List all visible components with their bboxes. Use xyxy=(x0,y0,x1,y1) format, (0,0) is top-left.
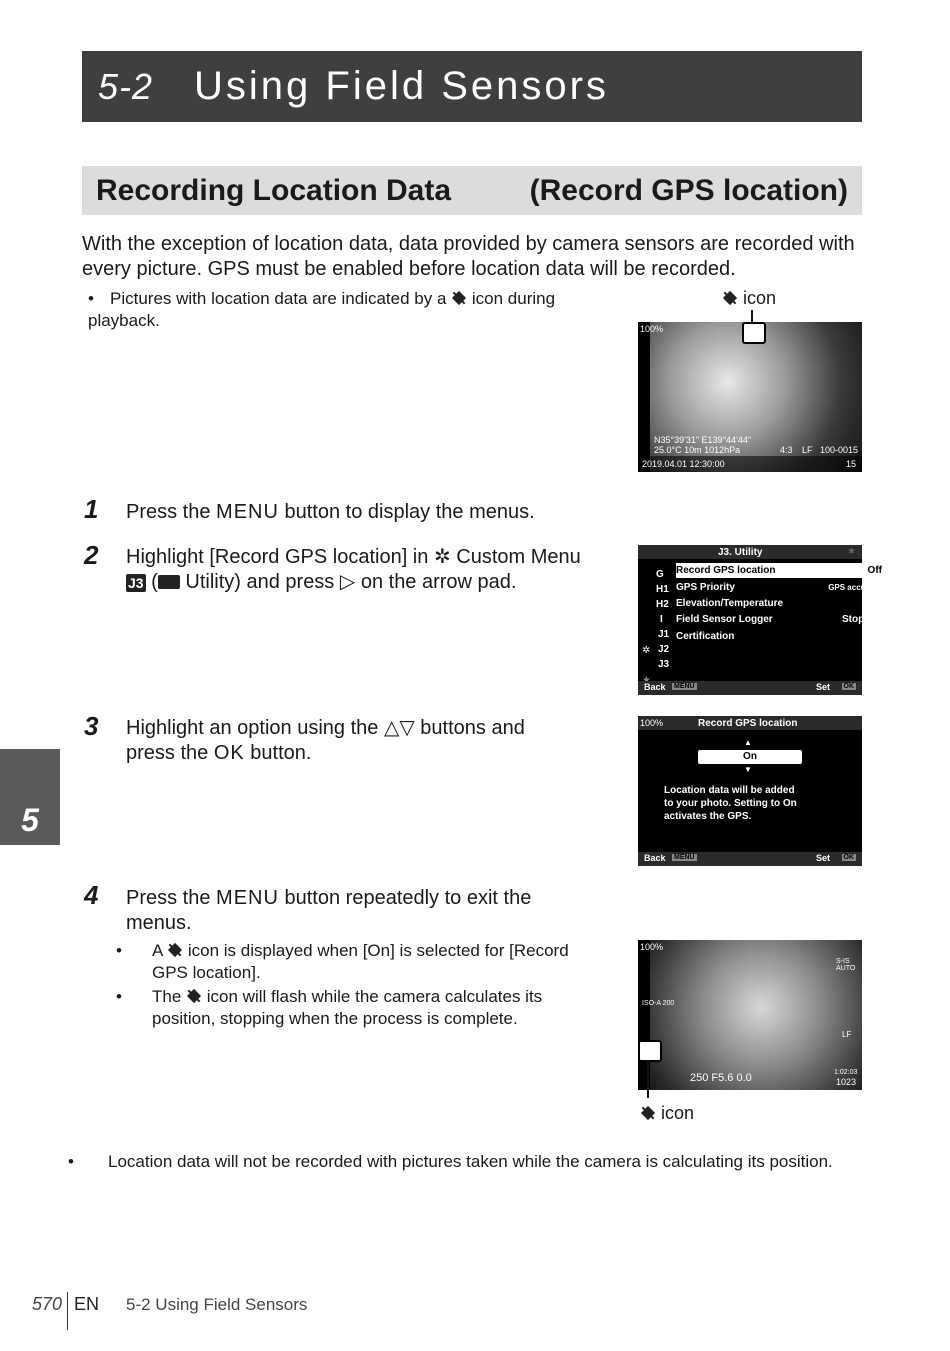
step-3-text xyxy=(126,716,616,766)
stabilizer-mode: S-IS AUTO xyxy=(836,958,856,972)
step-number: 4 xyxy=(84,880,99,910)
menu-tab[interactable]: J1 xyxy=(658,629,670,640)
frame-count: 15 xyxy=(846,459,857,469)
arrow-down-icon: ▼ xyxy=(744,765,752,774)
battery-indicator: 100% xyxy=(640,942,664,952)
footer-divider xyxy=(67,1292,68,1330)
iso-readout: ISO-A 200 xyxy=(642,1000,675,1007)
menu-item-value: Off xyxy=(867,565,882,576)
menu-item-elevation[interactable] xyxy=(676,596,886,611)
arrow-up-down-icon: △▽ xyxy=(383,717,415,739)
gps-icon xyxy=(638,1040,662,1062)
subsection-title-left: Recording Location Data xyxy=(96,173,452,207)
datetime: 2019.04.01 12:30:00 xyxy=(642,459,725,469)
section-header xyxy=(82,51,862,122)
menu-item-gps-priority[interactable] xyxy=(676,580,886,595)
step-text-part: Custom Menu xyxy=(456,546,581,568)
menu-footer xyxy=(638,681,862,695)
description-line: Location data will be added xyxy=(664,785,795,796)
bottom-icon-callout xyxy=(640,1103,694,1124)
step-4-text xyxy=(126,886,616,936)
step-text-part: menus. xyxy=(126,912,192,934)
shots-remaining: 1023 xyxy=(836,1077,857,1087)
bullet-text: icon is displayed when [On] is selected for [Record xyxy=(187,941,569,960)
set-label[interactable]: Set xyxy=(815,853,830,863)
step-text-part: Highlight [Record GPS location] in xyxy=(126,546,429,568)
open-paren: ( xyxy=(151,571,158,593)
gps-icon xyxy=(186,988,202,1004)
step-text-part: press the xyxy=(126,742,209,764)
battery-indicator: 100% xyxy=(640,324,664,334)
option-footer xyxy=(638,852,862,866)
gps-icon xyxy=(167,942,183,958)
ok-key: OK xyxy=(213,742,245,764)
recording-time: 1:02:03 xyxy=(834,1069,858,1076)
image-quality: LF xyxy=(842,1030,852,1039)
menu-item-label: Record GPS location xyxy=(676,565,776,576)
section-number: 5-2 xyxy=(98,65,154,107)
language-code: EN xyxy=(74,1294,100,1314)
subsection-title-right: (Record GPS location) xyxy=(529,173,848,207)
star-icon: ★ xyxy=(847,546,856,557)
step-4-bullets xyxy=(116,940,614,1030)
gps-icon xyxy=(640,1105,656,1121)
back-label[interactable]: Back xyxy=(644,853,666,863)
bullet-text: icon will flash while the camera calculates its xyxy=(206,987,543,1006)
menu-item-label: Field Sensor Logger xyxy=(676,614,773,625)
menu-tab[interactable]: J2 xyxy=(658,644,670,655)
gps-icon xyxy=(722,290,738,306)
step-number: 1 xyxy=(84,494,99,524)
menu-item-logger[interactable] xyxy=(676,612,886,627)
bullet-text: GPS location]. xyxy=(152,963,261,982)
bullet-dot: • xyxy=(88,289,94,308)
step-text-part: Utility) and press xyxy=(185,571,335,593)
bullet-dot: • xyxy=(68,1152,74,1171)
arrow-right-icon: ▷ xyxy=(339,571,356,593)
step-text-part: Press the xyxy=(126,887,211,909)
menu-badge: J3 xyxy=(128,575,144,591)
menu-tab[interactable]: J3 xyxy=(658,659,670,670)
aspect-ratio: 4:3 xyxy=(780,445,793,455)
top-icon-callout-label: icon xyxy=(743,288,777,308)
step-text-part: button to display the menus. xyxy=(284,501,535,523)
intro-bullet-before: Pictures with location data are indicated by a xyxy=(110,289,447,308)
menu-item-certification[interactable] xyxy=(676,629,886,644)
menu-tab[interactable]: H1 xyxy=(656,584,669,595)
exposure-readout: 250 F5.6 0.0 xyxy=(690,1072,752,1084)
menu-item-label: GPS Priority xyxy=(676,582,735,593)
arrow-up-icon: ▲ xyxy=(744,738,752,747)
menu-tab[interactable]: H2 xyxy=(656,599,669,610)
menu-item-value: Stopped xyxy=(842,614,882,625)
battery-indicator: 100% xyxy=(640,718,664,728)
live-view-screen xyxy=(638,940,862,1090)
bullet-text: A xyxy=(152,941,163,960)
intro-paragraph: With the exception of location data, data provided by camera sensors are recorded with every picture. GPS must be enabled before location data will be recorded. xyxy=(82,233,855,280)
menu-tab[interactable]: I xyxy=(660,614,663,625)
gear-icon: ✲ xyxy=(433,546,451,568)
menu-item-label: Certification xyxy=(676,631,735,642)
menu-key: MENU xyxy=(216,887,279,909)
environment-readout: 25.0°C 10m 1012hPa xyxy=(654,445,741,455)
section-title: Using Field Sensors xyxy=(194,64,609,108)
option-screen xyxy=(638,716,862,866)
menu-item-record-gps[interactable] xyxy=(676,563,886,578)
ok-key-badge: OK xyxy=(843,683,854,690)
lat-lon: N35°39'31" E139°44'44" xyxy=(654,435,752,445)
menu-item-value: GPS accuracy xyxy=(828,583,882,592)
list-item xyxy=(116,940,614,984)
option-selected[interactable]: On xyxy=(698,750,802,764)
step-text-part: button. xyxy=(250,742,312,764)
step-text-part: Press the xyxy=(126,501,211,523)
menu-key-badge: MENU xyxy=(674,854,695,861)
subsection-header xyxy=(82,166,862,215)
step-number: 3 xyxy=(84,711,99,741)
playback-screen xyxy=(638,322,862,472)
description-line: to your photo. Setting to On xyxy=(664,798,797,809)
gps-icon xyxy=(742,322,766,344)
bullet-dot: • xyxy=(116,987,122,1006)
step-text-part: on the arrow pad. xyxy=(360,571,517,593)
gear-icon: ✲ xyxy=(642,645,651,656)
menu-tabs xyxy=(638,559,672,681)
menu-key: MENU xyxy=(216,501,279,523)
step-text-part: buttons and xyxy=(420,717,525,739)
menu-item-label: Elevation/Temperature xyxy=(676,598,784,609)
set-label[interactable]: Set xyxy=(815,682,830,692)
description-line: activates the GPS. xyxy=(664,811,752,822)
camera-icon xyxy=(158,575,180,589)
bottom-note xyxy=(68,1151,868,1173)
menu-key-badge: MENU xyxy=(674,683,695,690)
gps-icon xyxy=(451,290,467,306)
step-2-text xyxy=(126,545,616,595)
top-icon-callout xyxy=(722,288,776,309)
callout-line xyxy=(751,310,753,322)
screen-left-strip xyxy=(638,322,650,472)
callout-line xyxy=(647,1060,649,1098)
menu-tab[interactable]: G xyxy=(656,569,664,580)
intro-bullet-after: icon during playback. xyxy=(88,289,556,330)
page-number: 570 xyxy=(32,1294,63,1314)
bullet-dot: • xyxy=(116,941,122,960)
footer-section: 5-2 Using Field Sensors xyxy=(126,1295,308,1314)
bottom-note-text: Location data will not be recorded with pictures taken while the camera is calculating its position. xyxy=(108,1152,833,1171)
step-number: 2 xyxy=(84,540,99,570)
step-1-text xyxy=(126,500,606,525)
file-number: 100-0015 xyxy=(820,445,859,455)
bottom-icon-callout-label: icon xyxy=(661,1103,695,1123)
intro-bullet xyxy=(88,288,608,332)
step-text-part: Highlight an option using the xyxy=(126,717,379,739)
menu-title: J3. Utility xyxy=(718,547,763,558)
image-quality: LF xyxy=(802,445,813,455)
menu-screen xyxy=(638,545,882,695)
option-description xyxy=(664,784,797,823)
bullet-text: position, stopping when the process is complete. xyxy=(152,1009,518,1028)
chapter-tab: 5 xyxy=(0,749,60,845)
bullet-text: The xyxy=(152,987,182,1006)
list-item xyxy=(116,986,614,1030)
ok-key-badge: OK xyxy=(843,854,854,861)
step-text-part: button repeatedly to exit the xyxy=(284,887,532,909)
option-title: Record GPS location xyxy=(698,718,798,729)
back-label[interactable]: Back xyxy=(644,682,666,692)
